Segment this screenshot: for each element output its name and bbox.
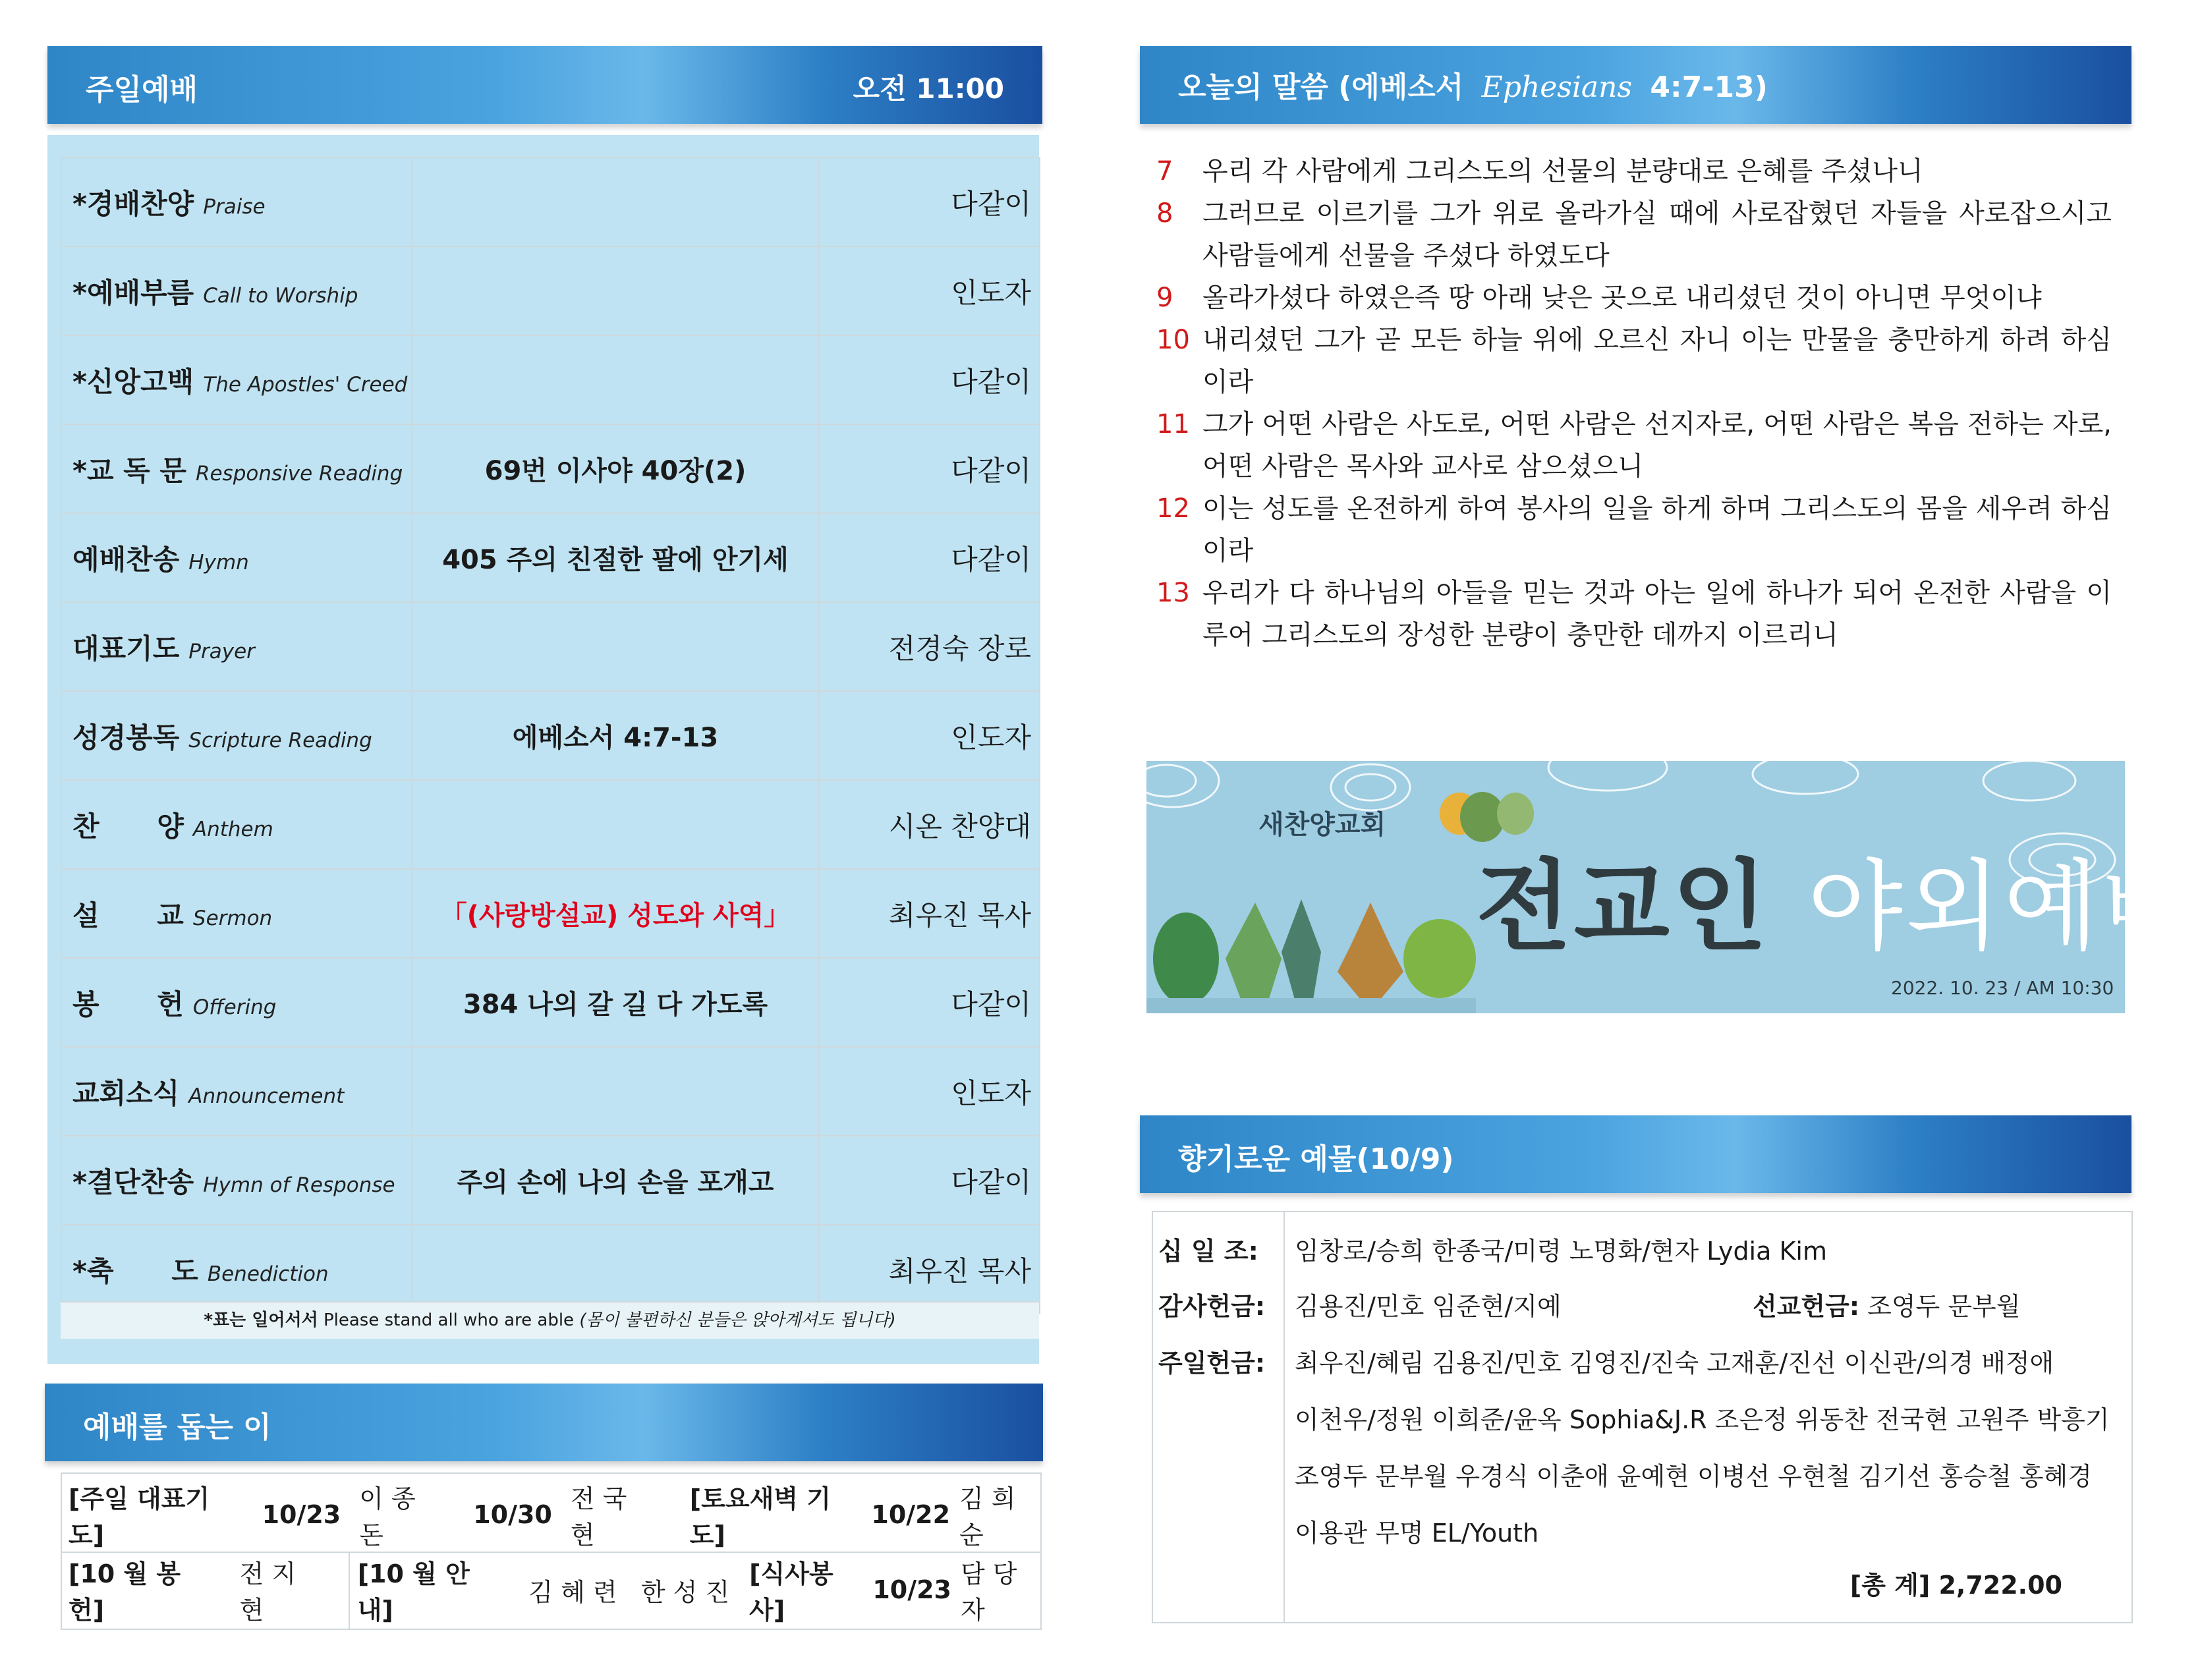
worship-row <box>61 1136 1040 1225</box>
verse-number: 8 <box>1156 198 1173 229</box>
worship-item <box>61 157 412 246</box>
verse <box>1156 488 2112 572</box>
worship-item-en: Announcement <box>188 1084 345 1108</box>
worship-row <box>61 691 1040 780</box>
helpers-row-2 <box>62 1553 1047 1627</box>
verse-text: 우리가 다 하나님의 아들을 믿는 것과 아는 일에 하나가 되어 온전한 사람을 이루어 그리스도의 장성한 분량이 충만한 데까지 이르리니 <box>1202 578 2112 650</box>
worship-row <box>61 602 1040 691</box>
worship-item <box>61 1136 412 1225</box>
worship-item-ko: 찬 양 <box>72 810 184 843</box>
worship-title: 주일예배 <box>86 73 198 107</box>
outdoor-worship-title <box>1476 827 2200 969</box>
worship-order-table <box>61 157 1040 1314</box>
scripture-title-ko: 오늘의 말씀 (에베소서 <box>1178 70 1464 104</box>
worship-item-en: Benediction <box>207 1262 329 1286</box>
worship-item <box>61 780 412 869</box>
helper-name: 담 당 자 <box>960 1559 1017 1625</box>
worship-item-en: Hymn <box>188 550 249 574</box>
offerings-header <box>1140 1115 2131 1193</box>
worship-item-leader: 인도자 <box>819 246 1040 335</box>
verse <box>1156 277 2112 319</box>
worship-item-detail: 「(사랑방설교) 성도와 사역」 <box>412 869 819 958</box>
verse-number: 13 <box>1156 578 1190 608</box>
scripture-title-en: Ephesians <box>1481 70 1633 104</box>
worship-row <box>61 869 1040 958</box>
worship-item-detail: 주의 손에 나의 손을 포개고 <box>412 1136 819 1225</box>
worship-item-ko: *경배찬양 <box>72 187 194 220</box>
verse <box>1156 572 2112 656</box>
stand-note <box>61 1301 1039 1339</box>
helper-label: [토요새벽 기도] <box>689 1484 831 1550</box>
worship-item-leader: 최우진 목사 <box>819 869 1040 958</box>
worship-item-detail <box>412 246 819 335</box>
worship-item-en: Sermon <box>192 906 273 930</box>
worship-item <box>61 1225 412 1314</box>
worship-item-detail <box>412 780 819 869</box>
worship-item-ko: 교회소식 <box>72 1077 180 1109</box>
worship-row <box>61 157 1040 246</box>
worship-item-en: Prayer <box>188 639 255 663</box>
worship-item-leader: 최우진 목사 <box>819 1225 1040 1314</box>
verse <box>1156 319 2112 403</box>
verse-number: 10 <box>1156 325 1190 355</box>
worship-item-ko: 봉 헌 <box>72 988 184 1021</box>
worship-item-detail <box>412 157 819 246</box>
worship-item-detail: 384 나의 갈 길 다 가도록 <box>412 958 819 1047</box>
tithe-names: 임창로/승희 한종국/미령 노명화/현자 Lydia Kim <box>1295 1237 1827 1266</box>
verse-text: 그가 어떤 사람은 사도로, 어떤 사람은 선지자로, 어떤 사람은 복음 전하는 자로, 어떤 사람은 목사와 교사로 삼으셨으니 <box>1202 409 2112 482</box>
worship-item-leader: 다같이 <box>819 424 1040 513</box>
verse-text: 내리셨던 그가 곧 모든 하늘 위에 오르신 자니 이는 만물을 충만하게 하려 하심이라 <box>1202 325 2112 397</box>
helper-name: 전 국 현 <box>570 1484 627 1550</box>
sunday-line: 최우진/혜림 김용진/민호 김영진/진숙 고재훈/진선 이신관/의경 배정애 <box>1295 1349 2054 1378</box>
mission-offering <box>1753 1286 2020 1322</box>
verse-text: 그러므로 이르기를 그가 위로 올라가실 때에 사로잡혔던 자들을 사로잡으시고 사람들에게 선물을 주셨다 하였도다 <box>1202 198 2112 271</box>
worship-item-detail <box>412 1047 819 1136</box>
offerings-table <box>1152 1211 2133 1623</box>
worship-item-leader: 전경숙 장로 <box>819 602 1040 691</box>
worship-item <box>61 602 412 691</box>
worship-item-ko: *교 독 문 <box>72 454 186 487</box>
worship-item-ko: 예배찬송 <box>72 543 180 576</box>
helpers-row-1 <box>62 1478 1047 1552</box>
stand-note-italic: (몸이 불편하신 분들은 앉아계셔도 됩니다) <box>579 1310 896 1330</box>
offerings-title: 향기로운 예물(10/9) <box>1178 1142 1454 1176</box>
outdoor-worship-illustration <box>1146 761 2200 1013</box>
verse <box>1156 150 2112 192</box>
verse <box>1156 192 2112 277</box>
sunday-line: 조영두 문부월 우경식 이춘애 윤예현 이병선 우현철 김기선 홍승철 홍혜경 <box>1295 1462 2092 1491</box>
worship-row <box>61 424 1040 513</box>
worship-item-detail <box>412 335 819 424</box>
sunday-line: 이천우/정원 이희준/윤옥 Sophia&J.R 조은정 위동찬 전국현 고원주 박흥기 <box>1295 1405 2110 1434</box>
helper-label: [10 월 안 내] <box>357 1559 470 1625</box>
worship-item <box>61 513 412 602</box>
worship-item-leader: 다같이 <box>819 157 1040 246</box>
worship-item <box>61 691 412 780</box>
offerings-total: [총 계] 2,722.00 <box>1849 1571 2062 1600</box>
worship-item-detail: 에베소서 4:7-13 <box>412 691 819 780</box>
helper-label: [식사봉사] <box>749 1559 833 1625</box>
worship-item-detail: 69번 이사야 40장(2) <box>412 424 819 513</box>
church-logo-text: 새찬양교회 <box>1258 810 1386 840</box>
stand-note-bold: *표는 일어서서 <box>204 1310 318 1330</box>
worship-item-leader: 인도자 <box>819 691 1040 780</box>
verse-number: 11 <box>1156 409 1190 439</box>
sunday-line: 이용관 무명 EL/Youth <box>1295 1519 1539 1548</box>
worship-item <box>61 958 412 1047</box>
scripture-title-ref: 4:7-13) <box>1650 70 1768 104</box>
scripture-title <box>1178 63 1768 105</box>
worship-item-en: Anthem <box>192 817 273 841</box>
worship-item-leader: 다같이 <box>819 1136 1040 1225</box>
helper-name: 전 지 현 <box>239 1559 296 1625</box>
worship-item-ko: *신앙고백 <box>72 365 194 398</box>
thanks-label: 감사헌금: <box>1158 1292 1266 1321</box>
helper-label: [주일 대표기도] <box>69 1484 210 1550</box>
illustration-date: 2022. 10. 23 / AM 10:30 <box>1891 977 2114 999</box>
verse-text: 올라가셨다 하였은즉 땅 아래 낮은 곳으로 내리셨던 것이 아니면 무엇이냐 <box>1202 283 2042 313</box>
helper-date: 10/23 <box>262 1500 341 1529</box>
helper-date: 10/22 <box>871 1500 951 1529</box>
verse-text: 우리 각 사람에게 그리스도의 선물의 분량대로 은혜를 주셨나니 <box>1202 156 1923 186</box>
worship-row <box>61 1047 1040 1136</box>
worship-item <box>61 1047 412 1136</box>
worship-item-en: Offering <box>192 995 277 1019</box>
title-dark: 전교인 <box>1476 850 1770 965</box>
thanks-names: 김용진/민호 임준현/지예 <box>1295 1292 1562 1321</box>
worship-item-en: Scripture Reading <box>188 728 372 752</box>
worship-item-leader: 다같이 <box>819 513 1040 602</box>
worship-item <box>61 335 412 424</box>
worship-item-ko: *결단찬송 <box>72 1165 194 1198</box>
worship-item-ko: *축 도 <box>72 1254 198 1287</box>
helper-name: 김 희 순 <box>959 1484 1016 1550</box>
worship-time: 오전 11:00 <box>853 72 1004 105</box>
worship-item-en: Hymn of Response <box>203 1173 395 1197</box>
stand-note-text: Please stand all who are able <box>318 1310 580 1330</box>
worship-item <box>61 869 412 958</box>
worship-item-en: Responsive Reading <box>195 461 403 486</box>
worship-item-leader: 인도자 <box>819 1047 1040 1136</box>
worship-item-ko: *예배부름 <box>72 276 194 309</box>
verse <box>1156 403 2112 488</box>
worship-item-leader: 다같이 <box>819 335 1040 424</box>
worship-item-en: The Apostles' Creed <box>203 372 408 397</box>
verse-number: 7 <box>1156 156 1173 186</box>
verse-text: 이는 성도를 온전하게 하여 봉사의 일을 하게 하며 그리스도의 몸을 세우려 하심이라 <box>1202 493 2112 566</box>
worship-item <box>61 246 412 335</box>
helper-date: 10/30 <box>473 1500 552 1529</box>
worship-item-detail: 405 주의 친절한 팔에 안기세 <box>412 513 819 602</box>
mission-label: 선교헌금: <box>1753 1292 1860 1321</box>
worship-row <box>61 780 1040 869</box>
worship-item-detail <box>412 602 819 691</box>
worship-item-leader: 다같이 <box>819 958 1040 1047</box>
worship-item-en: Call to Worship <box>203 283 358 308</box>
worship-item <box>61 424 412 513</box>
helper-name: 이 종 돈 <box>359 1484 416 1550</box>
tithe-label: 십 일 조: <box>1158 1237 1258 1266</box>
helper-label: [10 월 봉 헌] <box>69 1559 181 1625</box>
worship-item-en: Praise <box>203 194 266 219</box>
worship-item-detail <box>412 1225 819 1314</box>
worship-header <box>47 46 1042 124</box>
scripture-verses <box>1156 150 2112 656</box>
sunday-label: 주일헌금: <box>1158 1349 1266 1378</box>
helper-date: 10/23 <box>872 1575 951 1604</box>
worship-item-leader: 시온 찬양대 <box>819 780 1040 869</box>
worship-item-ko: 대표기도 <box>72 632 180 665</box>
mission-names: 조영두 문부월 <box>1867 1292 2021 1321</box>
helpers-table <box>61 1472 1042 1630</box>
helpers-header <box>45 1384 1043 1461</box>
worship-row <box>61 1225 1040 1314</box>
worship-row <box>61 958 1040 1047</box>
worship-row <box>61 246 1040 335</box>
worship-item-ko: 설 교 <box>72 899 184 932</box>
worship-row <box>61 335 1040 424</box>
verse-number: 9 <box>1156 283 1173 313</box>
helpers-title: 예배를 돕는 이 <box>83 1411 271 1444</box>
scripture-header <box>1140 46 2131 124</box>
worship-item-ko: 성경봉독 <box>72 721 180 754</box>
verse-number: 12 <box>1156 493 1190 524</box>
title-light: 야외예배 <box>1807 850 2200 965</box>
helper-name: 김 혜 련 한 성 진 <box>528 1577 730 1607</box>
worship-row <box>61 513 1040 602</box>
